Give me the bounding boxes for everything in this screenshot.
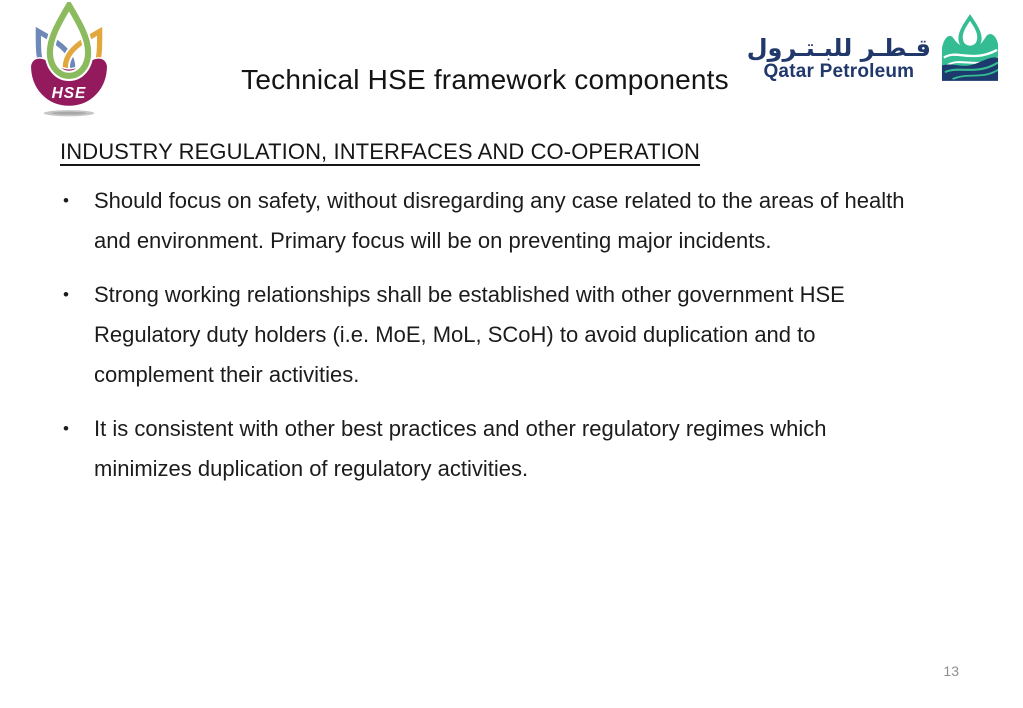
bullet-text: It is consistent with other best practices and other regulatory regimes which minimizes duplication of regulatory activities. xyxy=(94,416,827,481)
bullet-list xyxy=(60,181,932,489)
hse-logo-icon xyxy=(20,2,118,120)
page-title: Technical HSE framework components xyxy=(241,64,729,95)
qatar-petroleum-logo xyxy=(747,9,999,83)
bullet-marker: • xyxy=(63,419,69,438)
qp-wordmark xyxy=(747,35,931,83)
hse-logo-text: HSE xyxy=(51,84,87,102)
bullet-marker: • xyxy=(63,191,69,210)
qp-english-name: Qatar Petroleum xyxy=(763,61,915,83)
bullet-marker: • xyxy=(63,285,69,304)
bullet-item xyxy=(60,275,922,395)
page-number: 13 xyxy=(943,663,959,679)
qp-arabic-name: قـطـر للبـتـرول xyxy=(746,33,931,62)
bullet-item xyxy=(60,409,922,489)
bullet-item xyxy=(60,181,922,261)
bullet-text: Should focus on safety, without disregarding any case related to the areas of health and environment. Primary focus will be on preventing major incidents. xyxy=(94,188,905,253)
section-heading: INDUSTRY REGULATION, INTERFACES AND CO-OPERATION xyxy=(60,139,701,164)
slide-body xyxy=(60,139,932,503)
qp-logo-mark-icon xyxy=(941,13,999,83)
bullet-text: Strong working relationships shall be established with other government HSE Regulatory duty holders (i.e. MoE, MoL, SCoH) to avoid duplication and to complement their activities. xyxy=(94,282,845,387)
